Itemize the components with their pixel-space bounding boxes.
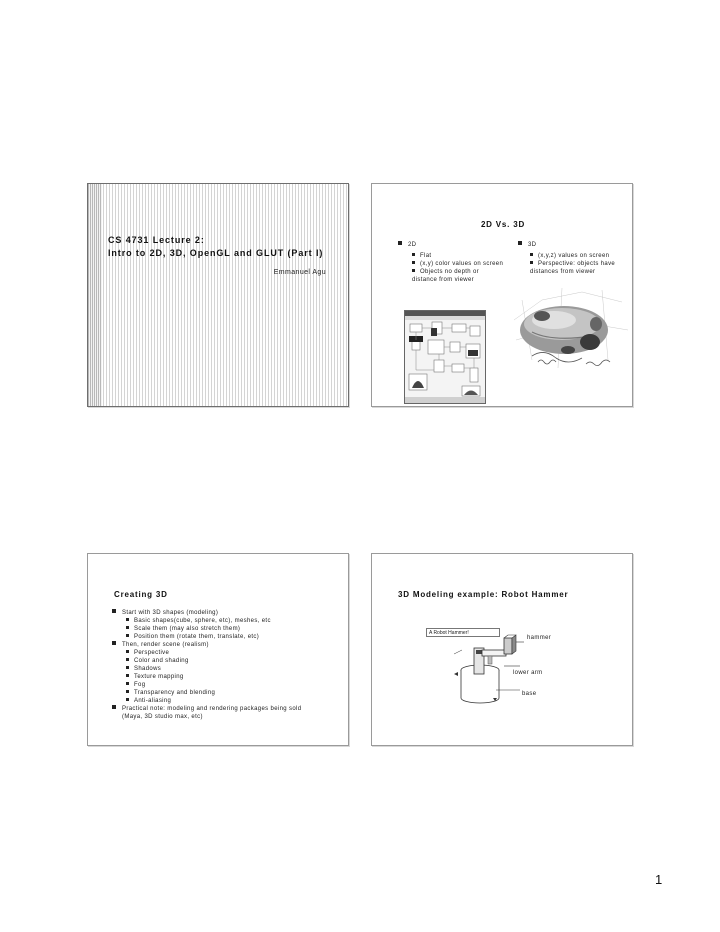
bullet-practical-note-cont: (Maya, 3D studio max, etc) (122, 714, 203, 720)
bullet-3d-item: Perspective: objects have distances from viewer (530, 261, 616, 275)
bullet-modeling-item: Scale them (may also stretch them) (126, 625, 240, 633)
bullet-square-icon (126, 690, 129, 693)
bullet-render-item: Shadows (126, 665, 161, 673)
bullet-square-icon (126, 626, 129, 629)
author-name: Emmanuel Agu (273, 269, 326, 276)
bullet-2d-item: Flat (412, 252, 431, 260)
bullet-square-icon (126, 674, 129, 677)
bullet-render-item: Perspective (126, 649, 169, 657)
robot-window-title: A Robot Hammer! (426, 628, 500, 637)
slide4-title: 3D Modeling example: Robot Hammer (398, 590, 569, 599)
bullet-render: Then, render scene (realism) (112, 641, 209, 649)
bullet-square-icon (530, 261, 533, 264)
bullet-square-icon (126, 650, 129, 653)
bullet-square-icon (530, 253, 533, 256)
slide-2d-vs-3d (371, 183, 633, 407)
page-number: 1 (655, 872, 663, 887)
bullet-square-icon (126, 666, 129, 669)
bullet-square-icon (112, 641, 116, 645)
bullet-square-icon (126, 658, 129, 661)
bullet-render-item: Transparency and blending (126, 689, 215, 697)
bullet-square-icon (126, 618, 129, 621)
bullet-modeling: Start with 3D shapes (modeling) (112, 609, 218, 617)
3d-brain-image (512, 280, 630, 376)
bullet-2d-item: (x,y) color values on screen (412, 260, 503, 268)
bullet-square-icon (518, 241, 522, 245)
lecture-title-line1: CS 4731 Lecture 2: (108, 235, 205, 245)
bullet-square-icon (126, 682, 129, 685)
slide-left-band (88, 184, 102, 406)
bullet-practical-note: Practical note: modeling and rendering packages being sold (112, 705, 301, 713)
bullet-square-icon (126, 634, 129, 637)
bullet-square-icon (412, 253, 415, 256)
label-base: base (522, 691, 537, 697)
bullet-2d: 2D (398, 241, 416, 249)
bullet-square-icon (112, 609, 116, 613)
bullet-square-icon (412, 261, 415, 264)
lecture-title (108, 234, 338, 260)
bullet-modeling-item: Position them (rotate them, translate, etc) (126, 633, 259, 641)
slide2-title: 2D Vs. 3D (480, 220, 526, 229)
bullet-square-icon (126, 698, 129, 701)
bullet-render-item: Anti-aliasing (126, 697, 171, 705)
bullet-modeling-item: Basic shapes(cube, sphere, etc), meshes, etc (126, 617, 271, 625)
slide-creating-3d (87, 553, 349, 746)
2d-diagram-screenshot (404, 310, 486, 404)
bullet-square-icon (398, 241, 402, 245)
label-hammer: hammer (527, 635, 552, 641)
slide-robot-hammer (371, 553, 633, 746)
lecture-title-line2: Intro to 2D, 3D, OpenGL and GLUT (Part I) (108, 248, 324, 258)
bullet-2d-item: Objects no depth or distance from viewer (412, 269, 480, 283)
label-lower-arm: lower arm (513, 670, 543, 676)
bullet-render-item: Color and shading (126, 657, 189, 665)
bullet-square-icon (412, 269, 415, 272)
bullet-3d-item: (x,y,z) values on screen (530, 252, 609, 260)
bullet-3d: 3D (518, 241, 536, 249)
bullet-square-icon (112, 705, 116, 709)
slide-title (87, 183, 349, 407)
bullet-render-item: Fog (126, 681, 145, 689)
robot-hammer-diagram (432, 632, 552, 722)
slide3-title: Creating 3D (114, 590, 168, 599)
bullet-render-item: Texture mapping (126, 673, 184, 681)
